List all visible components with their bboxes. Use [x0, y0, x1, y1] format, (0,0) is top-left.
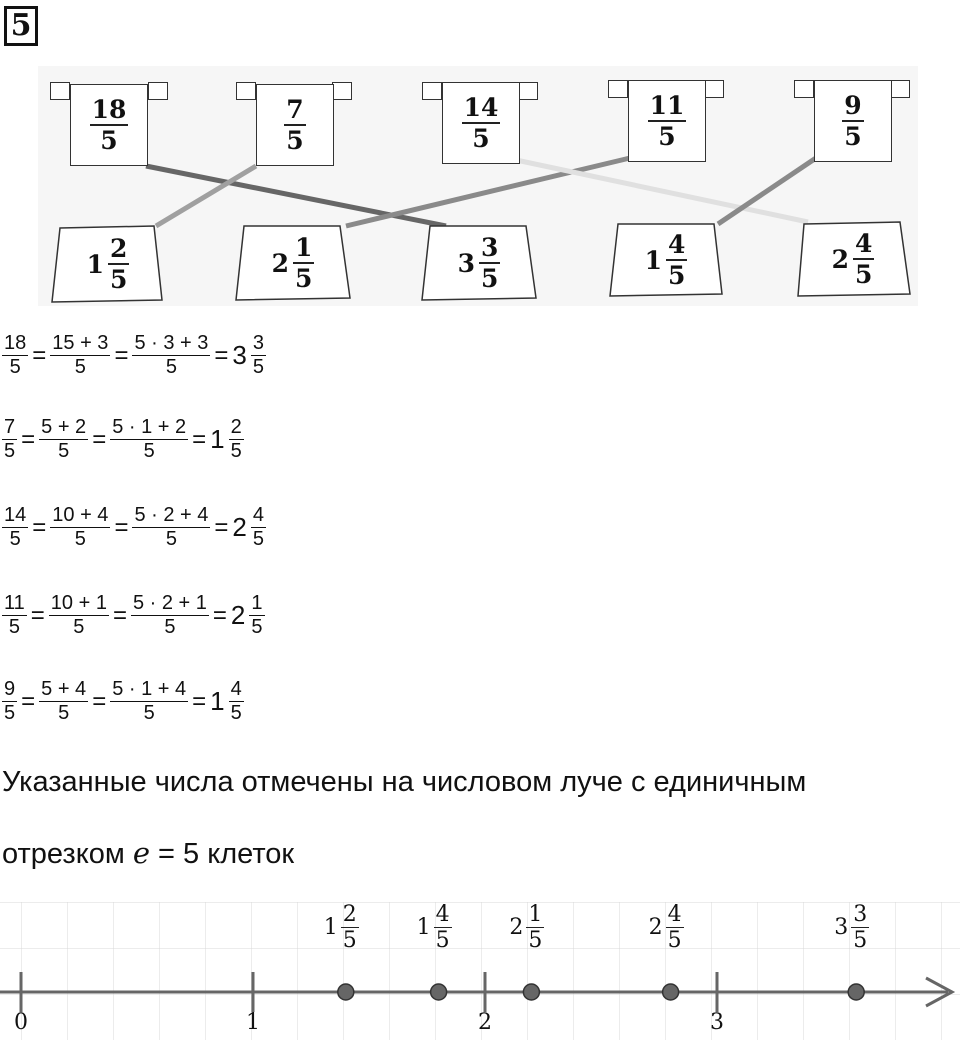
numerator: 11 — [4, 592, 25, 614]
equals-sign: = — [32, 513, 47, 541]
denominator: 5 — [252, 528, 264, 550]
numerator: 4 — [435, 902, 450, 927]
denominator: 5 — [90, 124, 129, 155]
equals-sign: = — [92, 687, 107, 715]
denominator: 5 — [435, 928, 450, 953]
result-whole: 1 — [210, 424, 225, 454]
result-whole: 2 — [230, 600, 246, 630]
numerator: 18 — [91, 95, 127, 124]
equals-sign: = — [92, 425, 107, 453]
equals-sign: = — [114, 513, 129, 541]
denominator: 5 — [110, 701, 188, 725]
numerator: 7 — [4, 416, 16, 438]
numerator: 1 — [295, 233, 313, 262]
equation-2 — [2, 416, 244, 463]
denominator: 5 — [667, 928, 682, 953]
numerator: 5 + 4 — [41, 678, 87, 700]
numerator: 4 — [252, 504, 264, 526]
number-point — [523, 984, 539, 1000]
denominator: 5 — [251, 616, 263, 638]
denominator: 5 — [528, 928, 543, 953]
denominator: 5 — [462, 122, 501, 153]
denominator: 5 — [49, 615, 109, 639]
equals-sign: = — [112, 601, 127, 629]
bottom-mixed-4 — [618, 224, 714, 296]
denominator: 5 — [252, 356, 264, 378]
equals-sign: = — [32, 341, 47, 369]
denominator: 5 — [39, 701, 88, 725]
point-label — [649, 902, 684, 953]
text-suffix: = 5 клеток — [150, 838, 295, 870]
equation-4 — [2, 592, 265, 639]
denominator: 5 — [286, 126, 304, 155]
unit-variable: e — [132, 836, 150, 870]
numerator: 10 + 4 — [52, 504, 109, 526]
explanation-line-1: Указанные числа отмечены на числовом луче с единичным — [2, 766, 807, 798]
tick-label: 1 — [246, 1010, 260, 1035]
denominator: 5 — [2, 527, 28, 551]
denominator: 5 — [844, 122, 862, 151]
numerator: 14 — [463, 93, 499, 122]
number-point — [663, 984, 679, 1000]
explanation-line-2 — [2, 836, 294, 871]
denominator: 5 — [2, 615, 27, 639]
numerator: 7 — [286, 95, 304, 124]
number-point — [338, 984, 354, 1000]
whole-part: 2 — [509, 915, 524, 940]
numerator: 18 — [4, 332, 27, 354]
numerator: 5 · 1 + 2 — [112, 416, 187, 438]
denominator: 5 — [648, 120, 687, 151]
whole-part: 1 — [86, 249, 104, 279]
denominator: 5 — [4, 702, 16, 724]
numerator: 5 · 1 + 4 — [112, 678, 187, 700]
point-label — [509, 902, 544, 953]
denominator: 5 — [50, 355, 110, 379]
denominator: 5 — [855, 260, 873, 289]
denominator: 5 — [4, 440, 16, 462]
equals-sign: = — [21, 687, 36, 715]
point-label — [834, 902, 869, 953]
equation-5 — [2, 678, 244, 725]
numerator: 1 — [251, 592, 263, 614]
denominator: 5 — [342, 928, 357, 953]
denominator: 5 — [295, 264, 313, 293]
equals-sign: = — [214, 513, 229, 541]
equals-sign: = — [212, 601, 227, 629]
numerator: 5 · 2 + 4 — [134, 504, 209, 526]
equals-sign: = — [30, 601, 45, 629]
equation-1 — [2, 332, 266, 379]
denominator: 5 — [132, 355, 210, 379]
numerator: 4 — [668, 230, 686, 259]
denominator: 5 — [230, 440, 242, 462]
numerator: 5 · 2 + 1 — [132, 592, 207, 614]
denominator: 5 — [50, 527, 110, 551]
denominator: 5 — [230, 702, 242, 724]
whole-part: 1 — [644, 245, 662, 275]
numerator: 1 — [528, 902, 543, 927]
whole-part: 1 — [416, 915, 431, 940]
numerator: 5 + 2 — [41, 416, 87, 438]
whole-part: 3 — [457, 248, 475, 278]
equals-sign: = — [192, 425, 207, 453]
numerator: 9 — [4, 678, 16, 700]
bottom-mixed-3 — [430, 226, 528, 300]
whole-part: 2 — [831, 244, 849, 274]
result-whole: 3 — [232, 340, 247, 370]
numerator: 2 — [342, 902, 357, 927]
numerator: 15 + 3 — [52, 332, 109, 354]
whole-part: 3 — [834, 915, 849, 940]
tick-label: 0 — [14, 1010, 28, 1035]
result-whole: 1 — [210, 686, 225, 716]
equation-3 — [2, 504, 266, 551]
denominator: 5 — [2, 355, 28, 379]
numerator: 10 + 1 — [50, 592, 107, 614]
whole-part: 1 — [323, 915, 338, 940]
numerator: 9 — [844, 91, 862, 120]
number-point — [431, 984, 447, 1000]
whole-part: 2 — [271, 248, 289, 278]
numerator: 3 — [853, 902, 868, 927]
numerator: 2 — [110, 234, 128, 263]
point-label — [324, 902, 359, 953]
text-prefix: отрезком — [2, 838, 133, 870]
tick-label: 3 — [710, 1010, 724, 1035]
denominator: 5 — [481, 264, 499, 293]
point-label — [417, 902, 452, 953]
denominator: 5 — [853, 928, 868, 953]
bottom-mixed-2 — [244, 226, 342, 300]
equals-sign: = — [21, 425, 36, 453]
numerator: 11 — [649, 91, 685, 120]
numerator: 4 — [230, 678, 242, 700]
numerator: 14 — [4, 504, 27, 526]
result-whole: 2 — [232, 512, 247, 542]
denominator: 5 — [110, 265, 128, 294]
bottom-mixed-1 — [60, 226, 156, 302]
whole-part: 2 — [648, 915, 663, 940]
equals-sign: = — [214, 341, 229, 369]
bottom-mixed-5 — [804, 222, 902, 296]
number-point — [848, 984, 864, 1000]
task-number: 5 — [4, 6, 38, 46]
equals-sign: = — [114, 341, 129, 369]
denominator: 5 — [131, 615, 209, 639]
numerator: 2 — [230, 416, 242, 438]
numerator: 3 — [252, 332, 264, 354]
numerator: 4 — [855, 229, 873, 258]
denominator: 5 — [39, 439, 88, 463]
equals-sign: = — [192, 687, 207, 715]
denominator: 5 — [132, 527, 210, 551]
numerator: 3 — [481, 233, 499, 262]
tick-label: 2 — [478, 1010, 492, 1035]
denominator: 5 — [110, 439, 188, 463]
denominator: 5 — [668, 261, 686, 290]
numerator: 5 · 3 + 3 — [134, 332, 209, 354]
numerator: 4 — [667, 902, 682, 927]
matching-figure — [38, 66, 918, 306]
